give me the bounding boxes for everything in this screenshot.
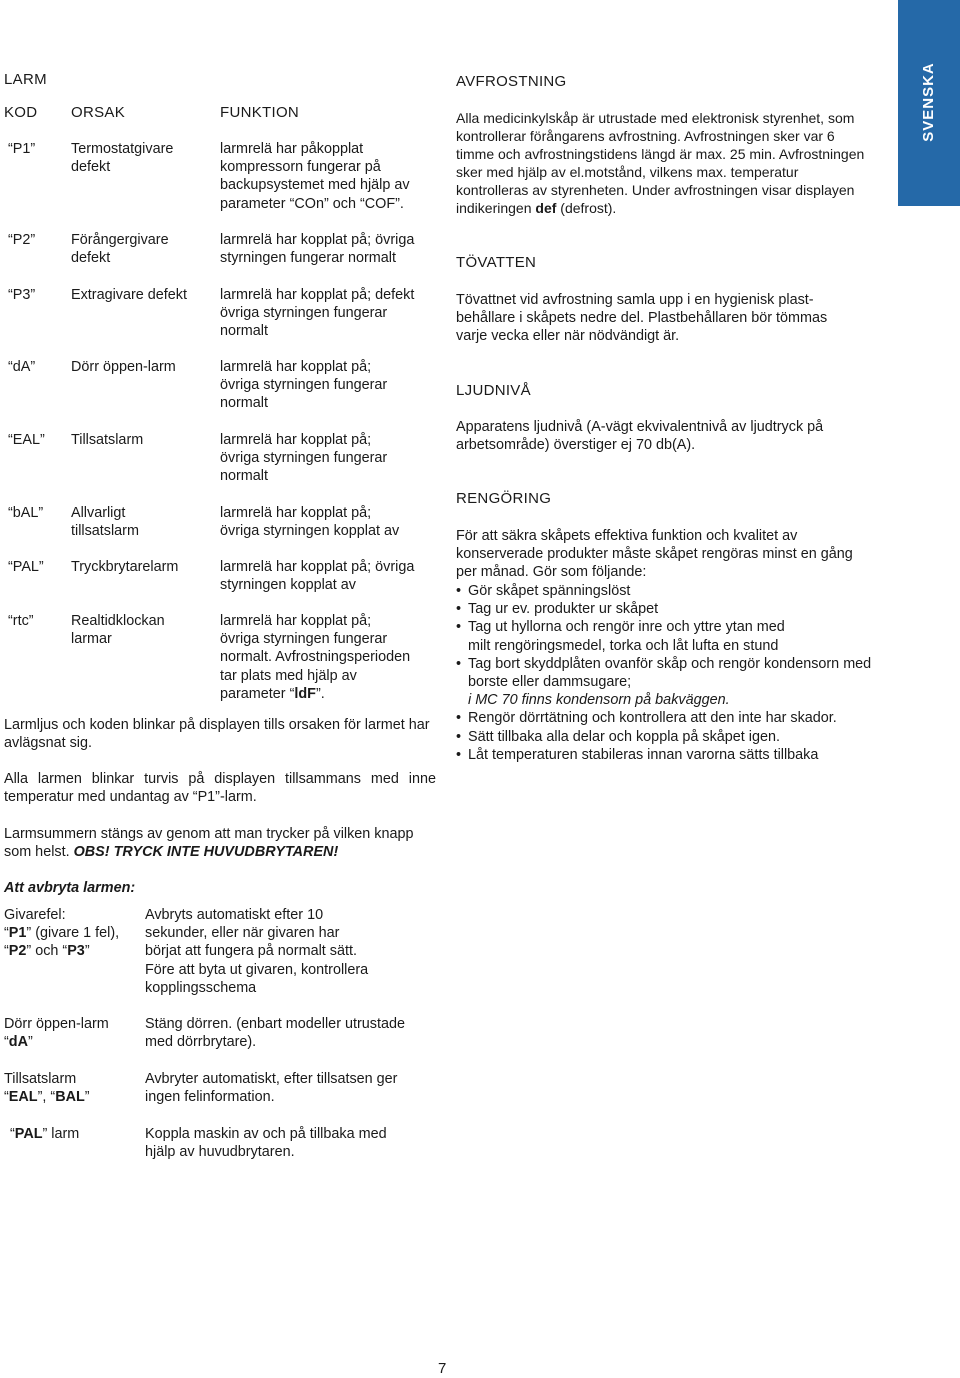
alarm-cause: Termostatgivare defekt <box>71 141 174 176</box>
code-p1: P1 <box>8 925 27 942</box>
avbryta-heading: Att avbryta larmen: <box>4 880 136 896</box>
code-pal: PAL <box>14 1126 43 1142</box>
ljudniva-text: Apparatens ljudnivå (A-vägt ekvivalentnivå av ljudtryck på arbetsområde) överstiger ej 70 db(A). <box>456 419 824 454</box>
givarefel-p1-text: ” (givare 1 fel), <box>26 925 120 942</box>
code-bal: BAL <box>55 1089 85 1106</box>
alarm-function: larmrelä har kopplat på; övriga styrningen fungerar normalt <box>220 432 388 485</box>
alarm-cause: Förångergivare defekt <box>71 232 169 267</box>
alarm-function: larmrelä har kopplat på; övriga styrningen kopplat av <box>220 559 415 594</box>
code-def: def <box>535 200 557 216</box>
alarm-code: “EAL” <box>8 432 45 448</box>
tillsats-label <box>4 1070 90 1106</box>
alarm-cause: Dörr öppen-larm <box>71 359 176 375</box>
dorr-title: Dörr öppen-larm <box>4 1016 109 1032</box>
list-item: • Låt temperaturen stabileras innan varorna sätts tillbaka <box>456 746 876 764</box>
givarefel-och: ” och “ <box>26 943 68 960</box>
givarefel-title: Givarefel: <box>4 907 66 923</box>
alarm-code: “rtc” <box>8 613 34 629</box>
pal-label: “PAL” larm <box>10 1126 80 1142</box>
alarm-function: larmrelä har kopplat på; övriga styrningen fungerar normalt. Avfrostningsperioden tar plats med hjälp av parameter “ldF”. <box>220 613 411 702</box>
alarm-cause: Extragivare defekt <box>71 287 187 303</box>
rengoring-bullets <box>456 582 876 691</box>
rengoring-list <box>456 582 876 764</box>
dorr-label <box>4 1015 109 1051</box>
givarefel-desc: Avbryts automatiskt efter 10 sekunder, eller när givaren har börjat att fungera på normalt sätt. Före att byta ut givaren, kontrollera kopplingsschema <box>145 907 369 996</box>
tovatten-text: Tövattnet vid avfrostning samla upp i en hygienisk plast- behållare i skåpets nedre del. Plastbehållaren bör tömmas varje vecka eller när nödvändigt är. <box>456 292 828 345</box>
alarm-code: “dA” <box>8 359 36 375</box>
list-item: • Sätt tillbaka alla delar och koppla på skåpet igen. <box>456 728 876 746</box>
code-da: dA <box>8 1034 28 1051</box>
code-ldf: ldF <box>294 685 316 702</box>
tillsats-title: Tillsatslarm <box>4 1071 77 1087</box>
list-item: • Tag ur ev. produkter ur skåpet <box>456 600 876 618</box>
alarm-function: larmrelä har kopplat på; övriga styrningen fungerar normalt <box>220 359 388 412</box>
rengoring-bullets-2 <box>456 709 876 764</box>
dorr-code-line: “dA” <box>4 1034 33 1051</box>
ljudniva-heading: LJUDNIVÅ <box>456 382 531 399</box>
givarefel-p2p3-line: “P2” och “P3” <box>4 943 90 960</box>
language-tab-label: SVENSKA <box>919 62 937 142</box>
col-kod-header: KOD <box>4 104 38 121</box>
larm-note-2: Alla larmen blinkar turvis på displayen tillsammans med inne temperatur med undantag av “P1”-larm. <box>4 771 436 806</box>
pal-desc: Koppla maskin av och på tillbaka med hjälp av huvudbrytaren. <box>145 1126 387 1161</box>
col-orsak-header: ORSAK <box>71 104 126 121</box>
alarm-cause: Tryckbrytarelarm <box>71 559 179 575</box>
alarm-code: “P1” <box>8 141 36 157</box>
alarm-cause: Realtidklockan larmar <box>71 613 165 648</box>
alarm-function: larmrelä har kopplat på; övriga styrningen kopplat av <box>220 505 400 540</box>
alarm-code: “P3” <box>8 287 36 303</box>
list-item: • Tag ut hyllorna och rengör inre och yttre ytan med milt rengöringsmedel, torka och låt lufta en stund <box>456 618 876 654</box>
avfrostning-end: (defrost). <box>556 200 617 216</box>
alarm-code: “PAL” <box>8 559 44 575</box>
tovatten-heading: TÖVATTEN <box>456 254 537 271</box>
larm-note-1: Larmljus och koden blinkar på displayen tills orsaken för larmet har avlägsnat sig. <box>4 717 430 752</box>
code-p3: P3 <box>67 943 85 960</box>
rengoring-heading: RENGÖRING <box>456 490 552 507</box>
larm-note-3 <box>4 825 436 861</box>
avfrostning-text <box>456 109 868 217</box>
list-item: • Rengör dörrtätning och kontrollera att den inte har skador. <box>456 709 876 727</box>
alarm-code: “bAL” <box>8 505 44 521</box>
avfrostning-body: Alla medicinkylskåp är utrustade med elektronisk styrenhet, som kontrollerar förångarens avfrostning. Avfrostningen sker var 6 timme och avfrostningstidens längd är max. 25 min. Avfrostningen sker med hjälp av el.motstånd, vilkens max. temperatur kontrolleras av styrenheten. Under avfrostningen visar displayen indikeringen <box>456 110 865 216</box>
larm-note-3-warning: OBS! TRYCK INTE HUVUDBRYTAREN! <box>73 844 339 861</box>
alarm-function: larmrelä har kopplat på; övriga styrningen fungerar normalt <box>220 232 415 267</box>
rengoring-text: För att säkra skåpets effektiva funktion och kvalitet av konserverade produkter måste skåpet rengöras minst en gång per månad. Gör som följande: <box>456 528 853 581</box>
pal-label-text: larm <box>47 1126 80 1142</box>
alarm-function: larmrelä har påkopplat kompressorn fungerar på backupsystemet med hjälp av parameter “COn” och “COF”. <box>220 141 410 212</box>
alarm-code: “P2” <box>8 232 36 248</box>
alarm-cause: Tillsatslarm <box>71 432 144 448</box>
list-item: • Tag bort skyddplåten ovanför skåp och rengör kondensorn med borste eller dammsugare; <box>456 655 876 691</box>
alarm-cause: Allvarligt tillsatslarm <box>71 505 139 540</box>
larm-heading: LARM <box>4 71 47 88</box>
language-tab <box>898 0 960 206</box>
list-item: • Gör skåpet spänningslöst <box>456 582 876 600</box>
givarefel-p1-line: “P1” (givare 1 fel), <box>4 925 120 942</box>
code-eal: EAL <box>8 1089 38 1106</box>
avfrostning-heading: AVFROSTNING <box>456 73 567 90</box>
givarefel-label <box>4 906 139 961</box>
alarm-function: larmrelä har kopplat på; defekt övriga styrningen fungerar normalt <box>220 287 415 340</box>
rengoring-italic-note: i MC 70 finns kondensorn på bakväggen. <box>468 692 730 709</box>
code-p2: P2 <box>8 943 27 960</box>
page-number: 7 <box>438 1360 447 1377</box>
tillsats-code-line: “EAL”, “BAL” <box>4 1089 90 1106</box>
tillsats-desc: Avbryter automatiskt, efter tillsatsen ger ingen felinformation. <box>145 1071 398 1106</box>
dorr-desc: Stäng dörren. (enbart modeller utrustade med dörrbrytare). <box>145 1016 405 1051</box>
larm-note-3-text: Larmsummern stängs av genom att man trycker på vilken knapp som helst. <box>4 826 414 861</box>
col-funktion-header: FUNKTION <box>220 104 300 121</box>
